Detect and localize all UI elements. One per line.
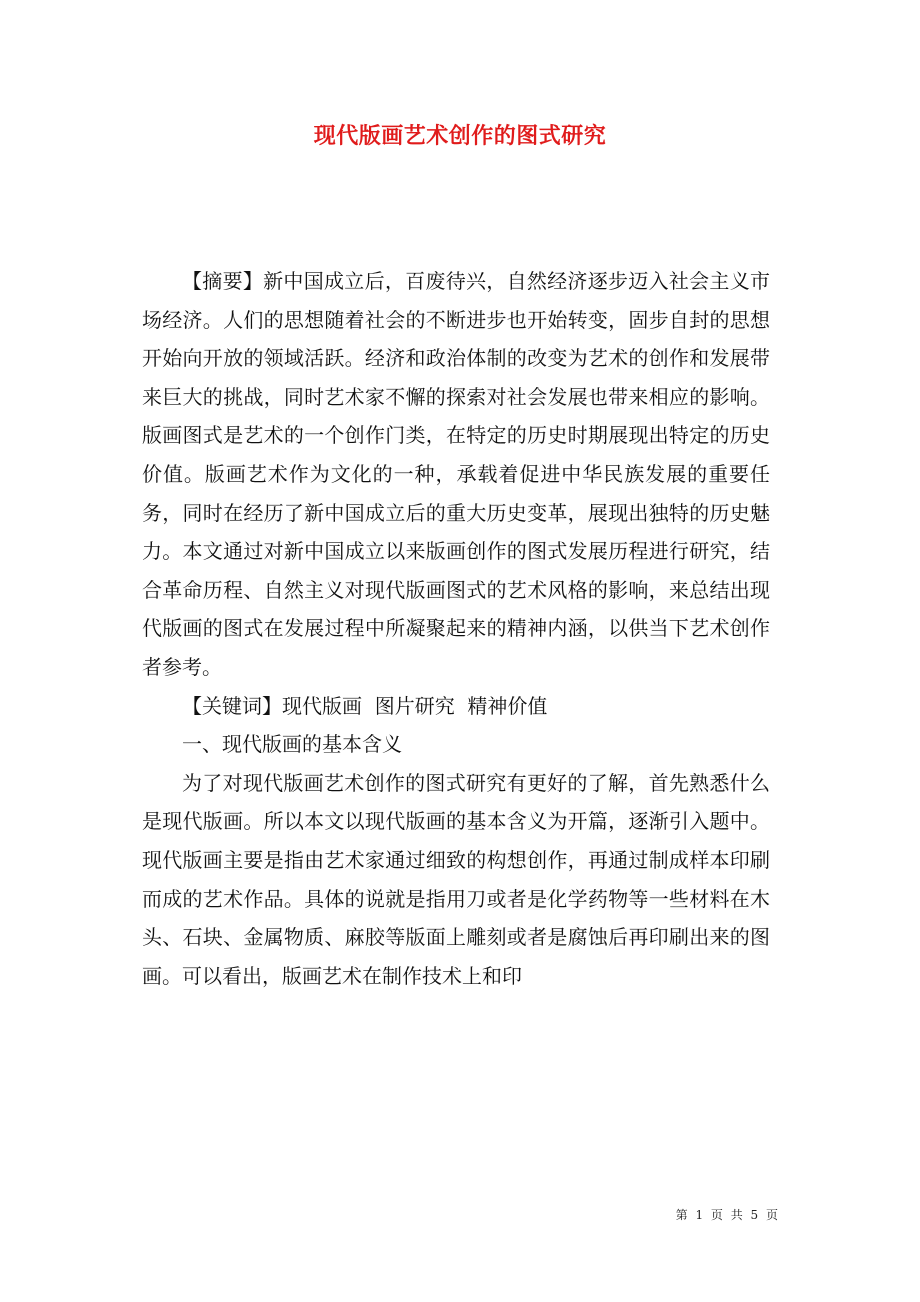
section-heading: 一、现代版画的基本含义 [182, 732, 402, 757]
body-paragraph: 为了对现代版画艺术创作的图式研究有更好的了解，首先熟悉什么是现代版画。所以本文以现代版画的基本含义为开篇，逐渐引入题中。现代版画主要是指由艺术家通过细致的构想创作，再通过制成样本印刷而成的艺术作品。具体的说就是指用刀或者是化学药物等一些材料在木头、石块、金属物质、麻胶等版面上雕刻或者是腐蚀后再印刷出来的图画。可以看出，版画艺术在制作技术上和印 [142, 770, 770, 988]
abstract-paragraph: 【摘要】新中国成立后，百废待兴，自然经济逐步迈入社会主义市场经济。人们的思想随着社会的不断进步也开始转变，固步自封的思想开始向开放的领域活跃。经济和政治体制的改变为艺术的创作和发展带来巨大的挑战，同时艺术家不懈的探索对社会发展也带来相应的影响。版画图式是艺术的一个创作门类，在特定的历史时期展现出特定的历史价值。版画艺术作为文化的一种，承载着促进中华民族发展的重要任务，同时在经历了新中国成立后的重大历史变革，展现出独特的历史魅力。本文通过对新中国成立以来版画创作的图式发展历程进行研究，结合革命历程、自然主义对现代版画图式的艺术风格的影响，来总结出现代版画的图式在发展过程中所凝聚起来的精神内涵，以供当下艺术创作者参考。 [142, 269, 770, 679]
page-number-footer: 第 1 页 共 5 页 [675, 1208, 780, 1222]
document-title: 现代版画艺术创作的图式研究 [313, 123, 607, 149]
document-body [142, 262, 770, 995]
keywords-line: 【关键词】现代版画 图片研究 精神价值 [182, 693, 548, 718]
